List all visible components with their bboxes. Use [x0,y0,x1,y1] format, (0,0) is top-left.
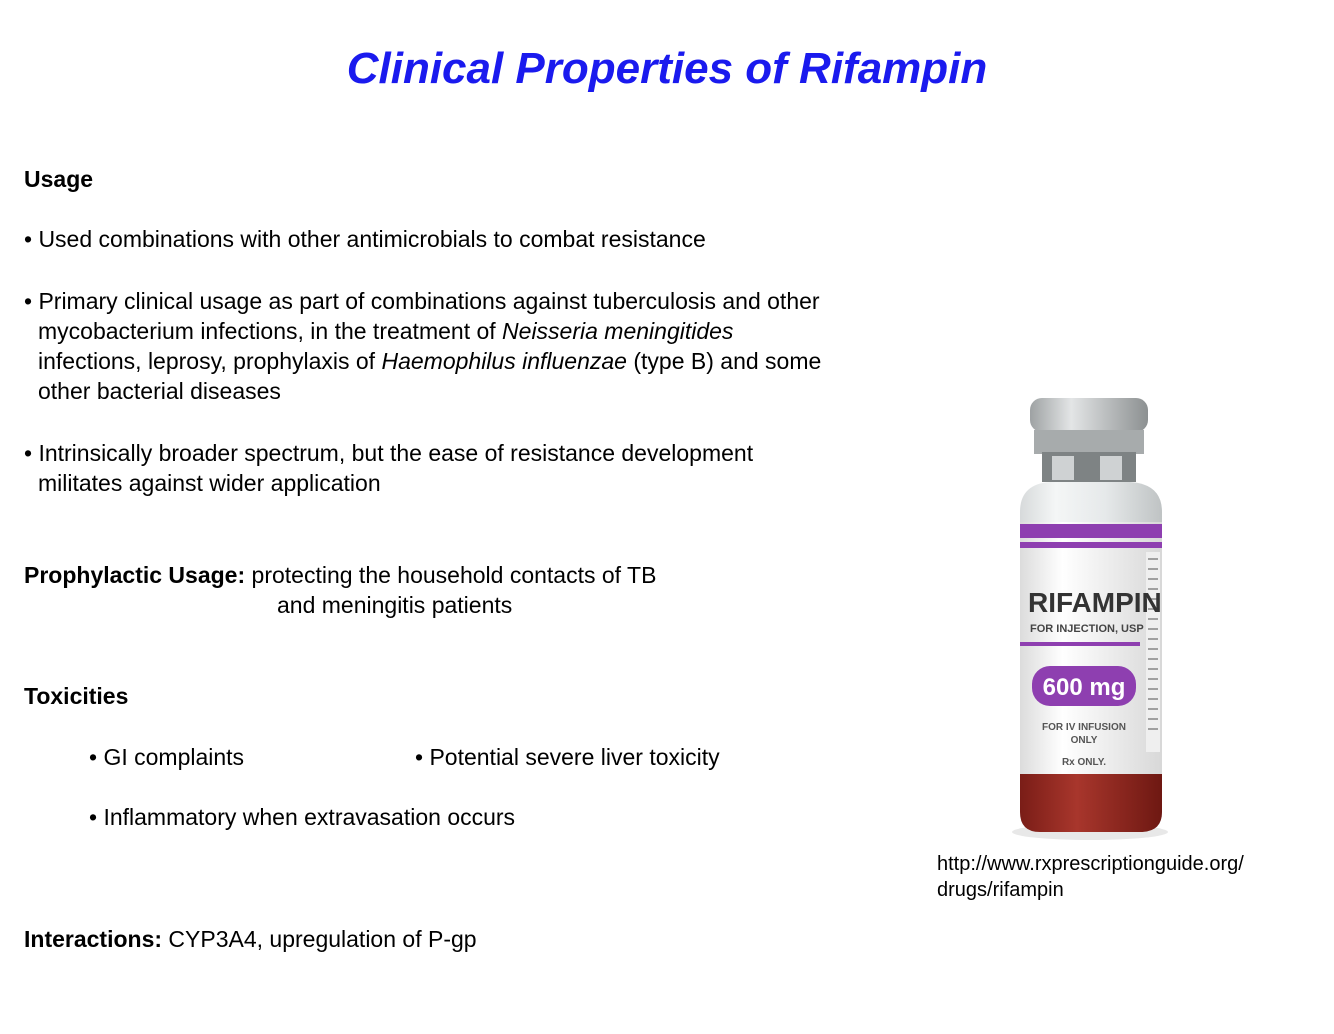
prophylactic-heading: Prophylactic Usage: [24,562,246,588]
prophylactic-line2: and meningitis patients [277,592,513,618]
vial-note2-text: ONLY [1070,735,1098,746]
usage-bullet-primary-line4: other bacterial diseases [38,378,281,404]
interactions-heading: Interactions: [24,926,163,952]
vial-note1-text: FOR IV INFUSION [1042,722,1126,733]
vial-dose-text: 600 mg [1042,674,1126,701]
usage-bullet-spectrum-line2: militates against wider application [38,470,381,496]
toxicities-heading: Toxicities [24,683,129,709]
usage-bullet-primary-line1: • Primary clinical usage as part of combinations against tuberculosis and other [24,288,820,314]
interactions-text: CYP3A4, upregulation of P-gp [162,926,477,952]
neisseria-name: Neisseria meningitides [502,318,734,344]
usage-bullet-spectrum-line1: • Intrinsically broader spectrum, but the ease of resistance development [24,440,754,466]
toxicity-gi: • GI complaints [89,744,245,770]
vial-rx-text: Rx ONLY. [1061,757,1107,768]
page-title: Clinical Properties of Rifampin [346,44,988,93]
prophylactic-line1: protecting the household contacts of TB [245,562,657,588]
rifampin-vial-image [990,392,1190,842]
vial-name-text: RIFAMPIN [1028,587,1162,618]
caption-line1: http://www.rxprescriptionguide.org/ [937,853,1244,875]
vial-liquid [1020,764,1162,832]
toxicity-inflammatory: • Inflammatory when extravasation occurs [89,804,516,830]
caption-line2: drugs/rifampin [937,879,1064,901]
vial-cap [1030,398,1148,432]
vial-sub-text: FOR INJECTION, USP [1030,623,1144,635]
usage-text: infections, leprosy, prophylaxis of [38,348,382,374]
vial-illustration [990,392,1190,842]
usage-bullet-spectrum [24,438,753,498]
interactions [24,924,477,954]
haemophilus-name: Haemophilus influenzae [381,348,627,374]
usage-heading: Usage [24,166,94,192]
image-source-caption [937,851,1244,903]
prophylactic-usage [24,560,656,620]
usage-text: (type B) and some [626,348,822,374]
usage-bullet-primary-line3 [24,346,821,376]
toxicity-liver: • Potential severe liver toxicity [415,744,720,770]
usage-bullet-combinations: • Used combinations with other antimicrobials to combat resistance [24,226,706,252]
usage-bullet-primary [24,286,821,406]
usage-text: mycobacterium infections, in the treatment of [38,318,503,344]
usage-bullet-primary-line2 [24,316,821,346]
